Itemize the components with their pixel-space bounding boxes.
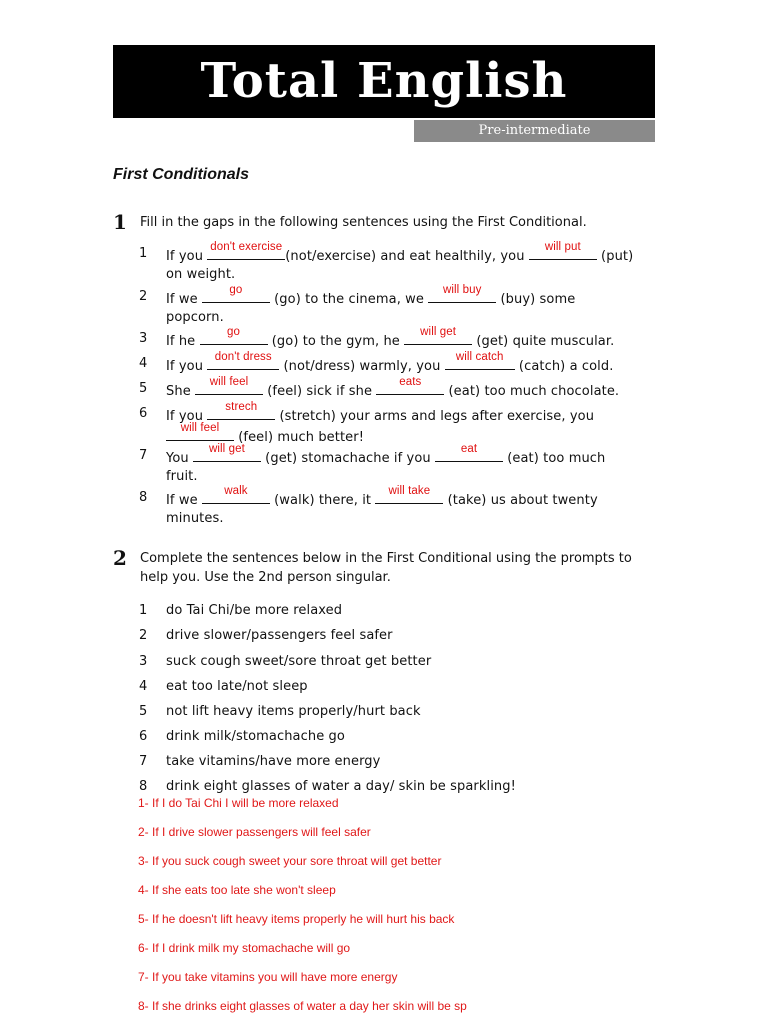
handwritten-answer: will catch [455, 351, 504, 363]
ex2-answer-line: 6- If I drink milk my stomachache will go [138, 941, 351, 955]
level-label: Pre-intermediate [478, 123, 591, 138]
handwritten-answer: don't exercise [210, 241, 283, 253]
answer-gap [207, 351, 279, 370]
handwritten-answer: will get [420, 326, 457, 338]
answer-gap [445, 351, 515, 370]
ex1-item: You will get (get) stomachache if you eat (eat) too much fruit. [166, 443, 606, 484]
exercise-1-number: 1 [113, 210, 127, 234]
handwritten-answer: don't dress [214, 351, 272, 363]
ex1-item-number: 1 [139, 246, 148, 261]
ex2-item: eat too late/not sleep [166, 679, 308, 694]
handwritten-answer: strech [225, 401, 258, 413]
ex1-item: If you don't exercise (not/exercise) and eat healthily, you will put (put) on weight. [166, 241, 634, 282]
ex1-item-number: 3 [139, 331, 148, 346]
exercise-2-instruction: Complete the sentences below in the First Conditional using the prompts to help you. Use the 2nd person singular. [140, 551, 632, 585]
handwritten-answer: will feel [209, 376, 249, 388]
ex2-item-number: 4 [139, 679, 148, 694]
ex2-item: drive slower/passengers feel safer [166, 628, 393, 643]
ex2-item-number: 8 [139, 779, 148, 794]
answer-gap [375, 485, 443, 504]
answer-gap [202, 485, 270, 504]
ex1-item-number: 8 [139, 490, 148, 505]
book-title: Total English [200, 53, 568, 109]
ex1-item-number: 2 [139, 289, 148, 304]
answer-gap [200, 326, 268, 345]
ex2-item: drink milk/stomachache go [166, 729, 345, 744]
ex1-item-number: 6 [139, 406, 148, 421]
answer-gap [428, 284, 496, 303]
ex2-item-number: 5 [139, 704, 148, 719]
ex2-answer-line: 1- If I do Tai Chi I will be more relaxed [138, 796, 339, 810]
ex2-answer-line: 2- If I drive slower passengers will feel safer [138, 825, 371, 839]
answer-gap [193, 443, 261, 462]
handwritten-answer: will take [388, 485, 431, 497]
answer-gap [195, 376, 263, 395]
ex2-item: suck cough sweet/sore throat get better [166, 654, 432, 669]
answer-gap [207, 241, 285, 260]
ex2-answer-line: 8- If she drinks eight glasses of water a day her skin will be sp [138, 999, 467, 1013]
ex2-item-number: 3 [139, 654, 148, 669]
section-title: First Conditionals [113, 166, 249, 183]
exercise-2-number: 2 [113, 546, 127, 570]
ex2-answer-line: 5- If he doesn't lift heavy items properly he will hurt his back [138, 912, 455, 926]
answer-gap [529, 241, 597, 260]
ex1-item: She will feel (feel) sick if she eats (eat) too much chocolate. [166, 376, 620, 399]
ex2-answer-line: 4- If she eats too late she won't sleep [138, 883, 336, 897]
answer-gap [376, 376, 444, 395]
ex1-item-number: 5 [139, 381, 148, 396]
ex1-item-number: 4 [139, 356, 148, 371]
ex1-item: If he go (go) to the gym, he will get (get) quite muscular. [166, 326, 615, 349]
header-banner [113, 45, 655, 118]
ex1-item-number: 7 [139, 448, 148, 463]
ex1-item: If you don't dress (not/dress) warmly, you will catch (catch) a cold. [166, 351, 614, 374]
handwritten-answer: go [229, 284, 243, 296]
ex2-answer-line: 7- If you take vitamins you will have more energy [138, 970, 398, 984]
handwritten-answer: go [227, 326, 241, 338]
answer-gap [202, 284, 270, 303]
ex2-item-number: 2 [139, 628, 148, 643]
handwritten-answer: eat [460, 443, 478, 455]
handwritten-answer: will put [544, 241, 581, 253]
ex1-item: If we go (go) to the cinema, we will buy (buy) some popcorn. [166, 284, 576, 325]
handwritten-answer: eats [399, 376, 422, 388]
exercise-1-instruction: Fill in the gaps in the following sentences using the First Conditional. [140, 215, 587, 230]
ex2-item: do Tai Chi/be more relaxed [166, 603, 343, 618]
ex2-item: not lift heavy items properly/hurt back [166, 704, 421, 719]
ex2-item-number: 1 [139, 603, 148, 618]
ex2-item: drink eight glasses of water a day/ skin be sparkling! [166, 779, 516, 794]
ex2-item-number: 6 [139, 729, 148, 744]
ex2-answer-line: 3- If you suck cough sweet your sore throat will get better [138, 854, 442, 868]
answer-gap [207, 401, 275, 420]
ex2-item-number: 7 [139, 754, 148, 769]
answer-gap [166, 422, 234, 441]
handwritten-answer: will buy [442, 284, 482, 296]
answer-gap [435, 443, 503, 462]
handwritten-answer: walk [224, 485, 248, 497]
ex1-item: If we walk (walk) there, it will take (take) us about twenty minutes. [166, 485, 598, 526]
ex1-item: If you strech (stretch) your arms and legs after exercise, you will feel (feel) much better! [166, 401, 595, 445]
handwritten-answer: will feel [180, 422, 220, 434]
level-badge [414, 120, 655, 142]
ex2-item: take vitamins/have more energy [166, 754, 381, 769]
handwritten-answer: will get [208, 443, 245, 455]
answer-gap [404, 326, 472, 345]
